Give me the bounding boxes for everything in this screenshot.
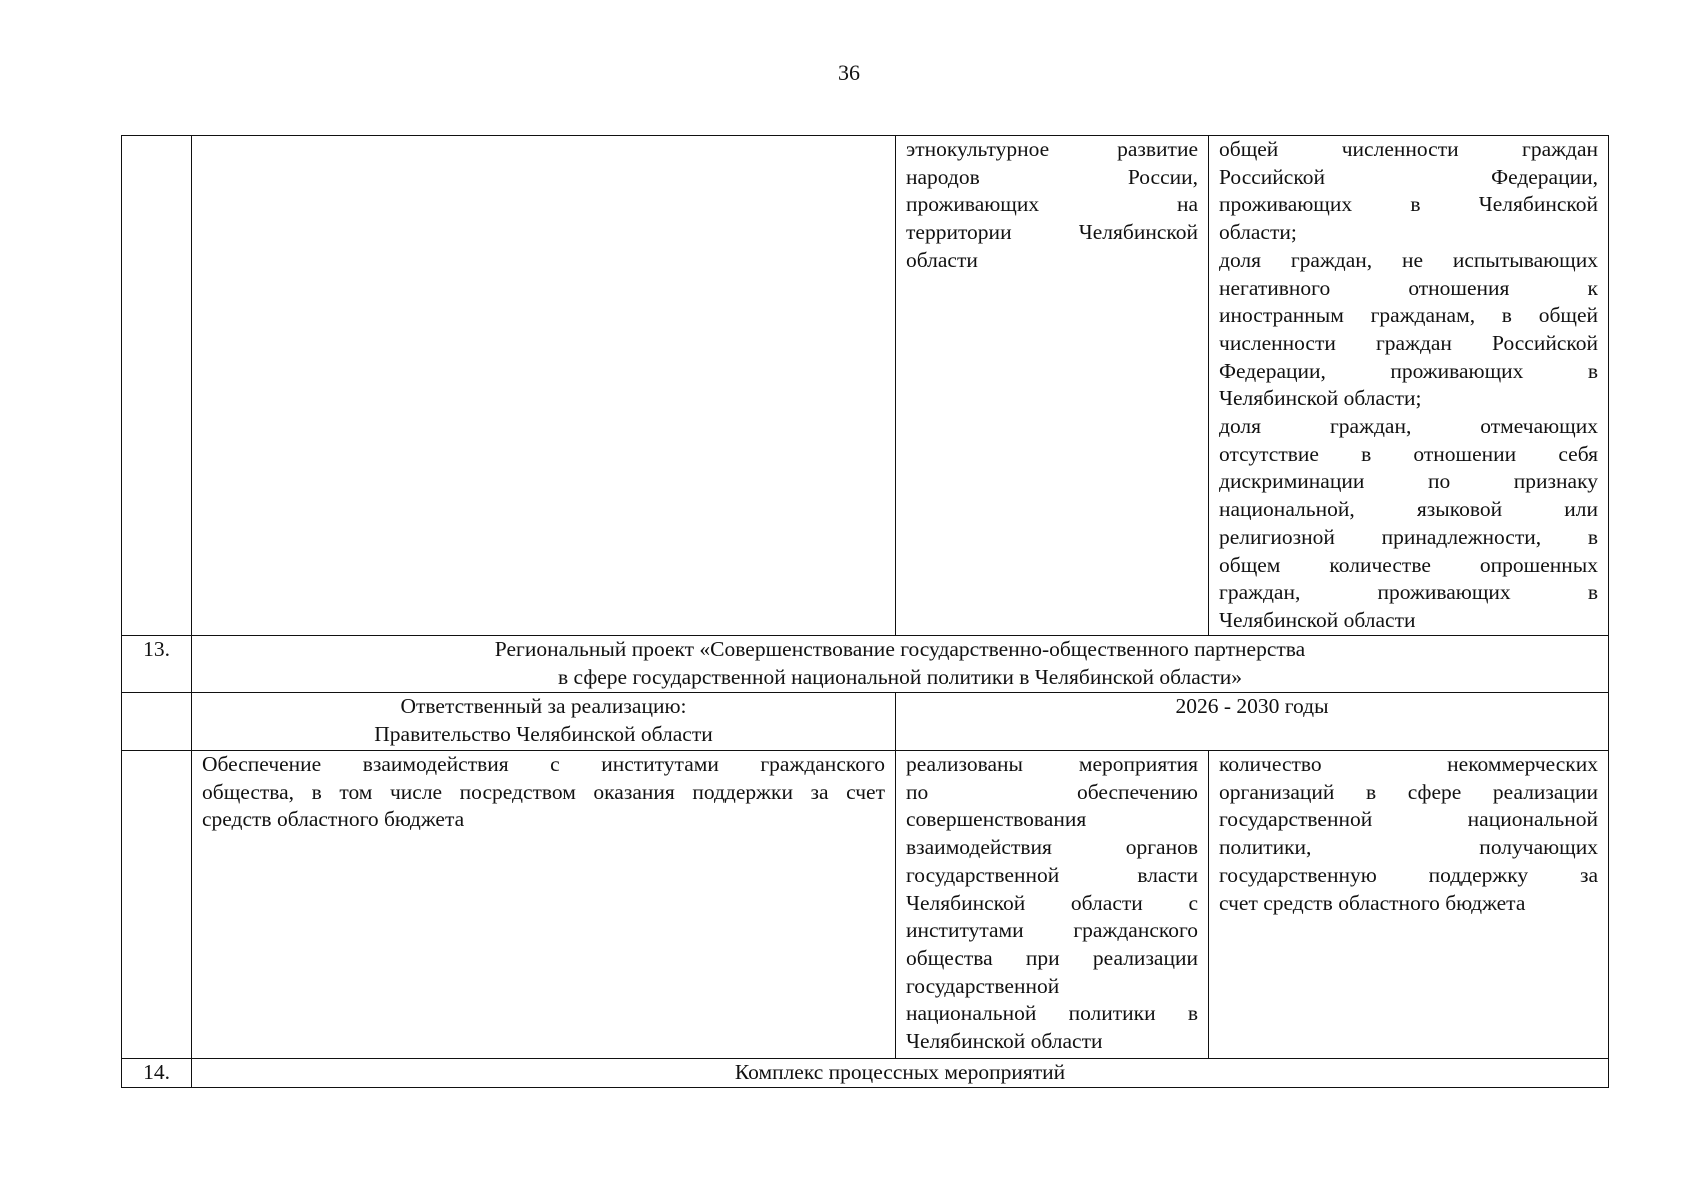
indicator-line: доля граждан, отмечающих — [1219, 414, 1598, 439]
page-number: 36 — [838, 60, 860, 85]
process-complex-title: Комплекс процессных мероприятий — [192, 1059, 1609, 1088]
task-line: общества, в том числе посредством оказания поддержки за счет — [202, 779, 885, 804]
table-row-14 — [122, 1059, 1609, 1088]
responsible-cell — [192, 693, 896, 751]
result-line: государственной — [906, 973, 1060, 998]
result-line: государственной власти — [906, 862, 1198, 887]
indicator-line: доля граждан, не испытывающих — [1219, 247, 1598, 272]
indicator-cell — [1209, 751, 1609, 1059]
row-number: 14. — [122, 1059, 192, 1088]
task-cell — [192, 136, 896, 636]
indicator-line: численности граждан Российской — [1219, 330, 1598, 355]
indicator-line: дискриминации по признаку — [1219, 469, 1598, 494]
indicator-line: Федерации, проживающих в — [1219, 358, 1598, 383]
result-line: Челябинской области — [906, 1029, 1103, 1054]
table-row-responsible — [122, 693, 1609, 751]
indicator-line: граждан, проживающих в — [1219, 580, 1598, 605]
indicator-line: государственной национальной — [1219, 807, 1598, 832]
indicator-line: Челябинской области; — [1219, 386, 1422, 411]
measures-table — [121, 135, 1609, 1088]
period-cell: 2026 - 2030 годы — [896, 693, 1609, 751]
indicator-line: национальной, языковой или — [1219, 497, 1598, 522]
indicator-line: общей численности граждан — [1219, 137, 1598, 161]
indicator-line: области; — [1219, 220, 1297, 245]
result-line: проживающих на — [906, 192, 1198, 217]
indicator-line: религиозной принадлежности, в — [1219, 524, 1598, 549]
result-cell — [896, 751, 1209, 1059]
result-line: этнокультурное развитие — [906, 137, 1198, 161]
indicator-line: государственную поддержку за — [1219, 862, 1598, 887]
result-line: национальной политики в — [906, 1001, 1198, 1026]
title-line: в сфере государственной национальной политики в Челябинской области» — [558, 664, 1242, 689]
result-line: области — [906, 247, 978, 272]
result-line: институтами гражданского — [906, 918, 1198, 943]
indicator-line: количество некоммерческих — [1219, 752, 1598, 776]
row-number: 13. — [122, 636, 192, 693]
table-row-task — [122, 751, 1609, 1059]
title-line: Региональный проект «Совершенствование государственно-общественного партнерства — [494, 637, 1306, 661]
task-line: Обеспечение взаимодействия с институтами гражданского — [202, 752, 885, 776]
result-line: общества при реализации — [906, 945, 1198, 970]
indicator-line: организаций в сфере реализации — [1219, 779, 1598, 804]
responsible-value: Правительство Челябинской области — [374, 721, 713, 746]
result-line: реализованы мероприятия — [906, 752, 1198, 776]
indicator-cell — [1209, 136, 1609, 636]
indicator-line: счет средств областного бюджета — [1219, 890, 1526, 915]
indicator-line: иностранным гражданам, в общей — [1219, 303, 1598, 328]
table-row-continuation — [122, 136, 1609, 636]
indicator-line: негативного отношения к — [1219, 275, 1598, 300]
result-line: по обеспечению — [906, 779, 1198, 804]
number-cell — [122, 693, 192, 751]
result-cell — [896, 136, 1209, 636]
result-line: взаимодействия органов — [906, 835, 1198, 860]
regional-project-title — [192, 636, 1609, 693]
result-line: народов России, — [906, 164, 1198, 189]
indicator-line: отсутствие в отношении себя — [1219, 441, 1598, 466]
indicator-line: Челябинской области — [1219, 607, 1416, 632]
number-cell — [122, 136, 192, 636]
result-line: территории Челябинской — [906, 220, 1198, 245]
table-row-13 — [122, 636, 1609, 693]
indicator-line: Российской Федерации, — [1219, 164, 1598, 189]
indicator-line: общем количестве опрошенных — [1219, 552, 1598, 577]
indicator-line: проживающих в Челябинской — [1219, 192, 1598, 217]
task-line: средств областного бюджета — [202, 807, 465, 832]
result-line: совершенствования — [906, 807, 1087, 832]
result-line: Челябинской области с — [906, 890, 1198, 915]
responsible-label: Ответственный за реализацию: — [400, 694, 687, 718]
indicator-line: политики, получающих — [1219, 835, 1598, 860]
number-cell — [122, 751, 192, 1059]
task-cell — [192, 751, 896, 1059]
